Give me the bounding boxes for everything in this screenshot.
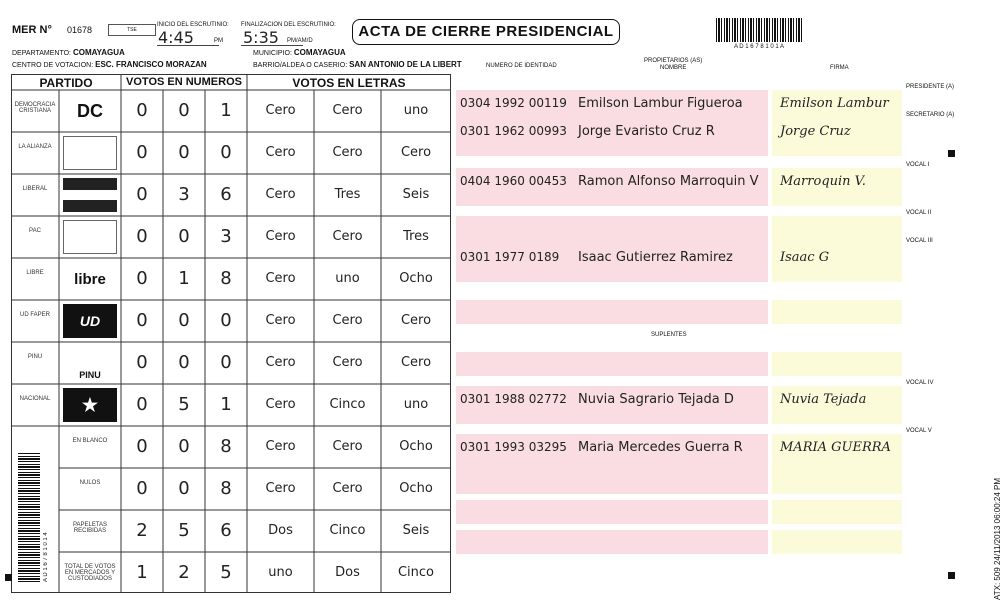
member-role-label: PRESIDENTE (A) (906, 84, 955, 90)
mer-label: MER N° (12, 24, 52, 36)
centro-label: CENTRO DE VOTACION: ESC. FRANCISCO MORAZAN (12, 60, 207, 69)
total-digit: 8 (220, 478, 232, 499)
inicio-underline (157, 45, 219, 46)
total-row-label: EN BLANCO (72, 438, 108, 444)
vote-digit: 0 (178, 310, 190, 331)
vote-digit: 5 (178, 394, 190, 415)
vote-digit: 0 (136, 310, 148, 331)
member-id: 0301 1988 02772 (460, 392, 567, 406)
vote-digit: 0 (136, 142, 148, 163)
header-votos-numeros: VOTOS EN NUMEROS (126, 76, 242, 88)
total-word: Cero (332, 439, 363, 454)
vote-word: Cero (400, 145, 432, 160)
member-id: 0404 1960 00453 (460, 174, 567, 188)
member-signature: MARIA GUERRA (780, 440, 891, 455)
vote-table (11, 74, 451, 594)
vote-word: Ocho (399, 271, 433, 286)
total-word: Cero (332, 481, 363, 496)
propietarios-label: PROPIETARIOS (AS) (644, 58, 703, 64)
party-name: PAC (29, 228, 41, 234)
total-word: Cero (265, 439, 296, 454)
barrio-value: SAN ANTONIO DE LA LIBERT (349, 60, 462, 69)
empty-field[interactable] (456, 500, 768, 524)
empty-signature-field[interactable] (772, 470, 902, 494)
departamento-label: DEPARTAMENTO: COMAYAGUA (12, 48, 125, 57)
member-signature: Marroquin V. (780, 174, 866, 189)
document-title: ACTA DE CIERRE PRESIDENCIAL (352, 19, 620, 45)
vote-word: uno (403, 103, 429, 118)
member-name: Jorge Evaristo Cruz R (578, 124, 715, 139)
party-name: LIBERAL (22, 186, 48, 192)
vote-digit: 0 (178, 100, 190, 121)
left-barcode-text: A D 1 6 7 8 1 0 1 4 (43, 532, 49, 582)
member-role-label: VOCAL IV (906, 380, 934, 386)
party-name: NACIONAL (19, 396, 51, 402)
departamento-value: COMAYAGUA (72, 48, 125, 57)
vote-word: Tres (403, 229, 429, 244)
member-role-label: VOCAL I (906, 162, 930, 168)
total-digit: 1 (136, 562, 148, 583)
party-logo (63, 136, 117, 170)
vote-digit: 3 (220, 226, 232, 247)
empty-signature-field[interactable] (772, 352, 902, 376)
member-name: Isaac Gutierrez Ramirez (578, 250, 733, 265)
party-name: LA ALIANZA (18, 144, 52, 150)
total-digit: 0 (178, 436, 190, 457)
firma-label: FIRMA (830, 65, 849, 71)
barrio-label: BARRIO/ALDEA O CASERIO: SAN ANTONIO DE LA LIBERT (253, 60, 462, 69)
vote-word: Cero (265, 229, 296, 244)
total-word: Dos (335, 565, 360, 580)
empty-field[interactable] (456, 530, 768, 554)
vote-word: uno (335, 271, 360, 286)
empty-field[interactable] (456, 470, 768, 494)
vote-word: Cero (265, 271, 296, 286)
vote-word: Cero (265, 397, 296, 412)
identidad-label: NUMERO DE IDENTIDAD (486, 63, 557, 69)
vote-word: Cero (265, 187, 296, 202)
party-logo: DC (77, 100, 103, 121)
member-signature: Emilson Lambur (780, 96, 889, 111)
total-digit: 0 (136, 478, 148, 499)
empty-signature-field[interactable] (772, 500, 902, 524)
vote-word: uno (403, 397, 429, 412)
total-row-label: NULOS (79, 480, 101, 486)
vote-digit: 0 (178, 142, 190, 163)
vote-digit: 0 (220, 142, 232, 163)
total-word: uno (268, 565, 293, 580)
vote-digit: 6 (220, 184, 232, 205)
member-name: Emilson Lambur Figueroa (578, 96, 743, 111)
inicio-label: INICIO DEL ESCRUTINIO: (157, 22, 229, 28)
party-name: UD FAPER (19, 312, 50, 318)
member-signature: Nuvia Tejada (780, 392, 867, 407)
vote-digit: 0 (136, 352, 148, 373)
registration-mark (948, 572, 955, 579)
member-name: Maria Mercedes Guerra R (578, 440, 743, 455)
left-barcode (18, 452, 40, 582)
inicio-value: 4:45 (158, 28, 194, 47)
vote-word: Cero (265, 355, 296, 370)
total-word: Dos (268, 523, 293, 538)
member-id: 0301 1993 03295 (460, 440, 567, 454)
vote-word: Cero (265, 145, 296, 160)
member-signature: Jorge Cruz (780, 124, 851, 139)
total-word: Cinco (329, 523, 366, 538)
vote-digit: 8 (220, 268, 232, 289)
vote-digit: 3 (178, 184, 190, 205)
vote-word: Seis (402, 187, 430, 202)
empty-field[interactable] (456, 352, 768, 376)
empty-signature-field[interactable] (772, 300, 902, 324)
empty-signature-field[interactable] (772, 530, 902, 554)
party-name: LIBRE (26, 270, 44, 276)
party-name: DEMOCRACIA CRISTIANA (14, 102, 56, 114)
vote-word: Cero (332, 355, 363, 370)
member-id: 0301 1977 0189 (460, 250, 560, 264)
party-name: PINU (27, 354, 43, 360)
total-word: Ocho (399, 481, 433, 496)
member-role-label: VOCAL V (906, 428, 932, 434)
tse-logo: TSE (108, 24, 156, 36)
member-role-label: VOCAL II (906, 210, 932, 216)
vote-digit: 0 (136, 100, 148, 121)
finalizacion-suffix: PM/AM/D (287, 38, 313, 44)
total-digit: 0 (136, 436, 148, 457)
total-word: Ocho (399, 439, 433, 454)
total-row-label: TOTAL DE VOTOS EN MERCADOS Y CUSTODIADOS (64, 564, 116, 582)
finalizacion-label: FINALIZACION DEL ESCRUTINIO: (241, 22, 336, 28)
municipio-label: MUNICIPIO: COMAYAGUA (253, 48, 346, 57)
vote-digit: 1 (220, 394, 232, 415)
party-logo: libre (74, 270, 106, 288)
registration-mark (948, 150, 955, 157)
header-votos-letras: VOTOS EN LETRAS (292, 76, 406, 90)
member-name: Nuvia Sagrario Tejada D (578, 392, 734, 407)
member-id: 0301 1962 00993 (460, 124, 567, 138)
vote-digit: 0 (136, 226, 148, 247)
vote-digit: 0 (178, 352, 190, 373)
member-id: 0304 1992 00119 (460, 96, 567, 110)
finalizacion-underline (241, 45, 303, 46)
vote-word: Cinco (329, 397, 366, 412)
total-digit: 6 (220, 520, 232, 541)
top-barcode-text: A D 1 6 7 8 1 0 1 A (733, 44, 785, 50)
member-role-label: SECRETARIO (A) (906, 112, 955, 118)
member-role-label: VOCAL III (906, 238, 933, 244)
vote-word: Cero (332, 229, 363, 244)
vote-word: Cero (400, 355, 432, 370)
total-digit: 8 (220, 436, 232, 457)
vote-word: Cero (265, 103, 296, 118)
municipio-value: COMAYAGUA (293, 48, 346, 57)
vote-word: Cero (265, 313, 296, 328)
party-logo (63, 220, 117, 254)
mer-number: 01678 (67, 25, 93, 35)
vote-word: Tres (334, 187, 361, 202)
vote-digit: 0 (178, 226, 190, 247)
suplentes-label: SUPLENTES (651, 332, 687, 338)
total-digit: 2 (178, 562, 190, 583)
top-barcode (716, 18, 802, 42)
total-digit: 0 (178, 478, 190, 499)
side-stamp: ATX: 509 24/11/2013 06:00:24 PM (993, 477, 1002, 600)
finalizacion-value: 5:35 (243, 28, 279, 47)
vote-digit: 1 (178, 268, 190, 289)
registration-mark (5, 574, 12, 581)
vote-digit: 0 (136, 184, 148, 205)
header-partido: PARTIDO (39, 76, 93, 90)
nombre-label: NOMBRE (660, 65, 687, 71)
vote-word: Cero (332, 103, 363, 118)
party-logo: UD (63, 304, 117, 338)
total-digit: 5 (178, 520, 190, 541)
vote-digit: 0 (220, 310, 232, 331)
vote-word: Cero (400, 313, 432, 328)
total-digit: 2 (136, 520, 148, 541)
member-name: Ramon Alfonso Marroquin V (578, 174, 759, 189)
vote-digit: 0 (136, 394, 148, 415)
vote-word: Cero (332, 313, 363, 328)
vote-digit: 0 (220, 352, 232, 373)
total-digit: 5 (220, 562, 232, 583)
member-signature: Isaac G (780, 250, 830, 265)
centro-value: ESC. FRANCISCO MORAZAN (95, 60, 207, 69)
inicio-suffix: PM (214, 38, 223, 44)
party-logo: PINU (79, 370, 101, 380)
vote-word: Cero (332, 145, 363, 160)
vote-digit: 1 (220, 100, 232, 121)
total-word: Cinco (397, 565, 435, 580)
empty-field[interactable] (456, 300, 768, 324)
party-logo: ★ (63, 388, 117, 422)
total-word: Cero (265, 481, 296, 496)
vote-digit: 0 (136, 268, 148, 289)
party-logo (63, 178, 117, 212)
total-row-label: PAPELETAS RECIBIDAS (72, 522, 108, 534)
total-word: Seis (402, 523, 430, 538)
